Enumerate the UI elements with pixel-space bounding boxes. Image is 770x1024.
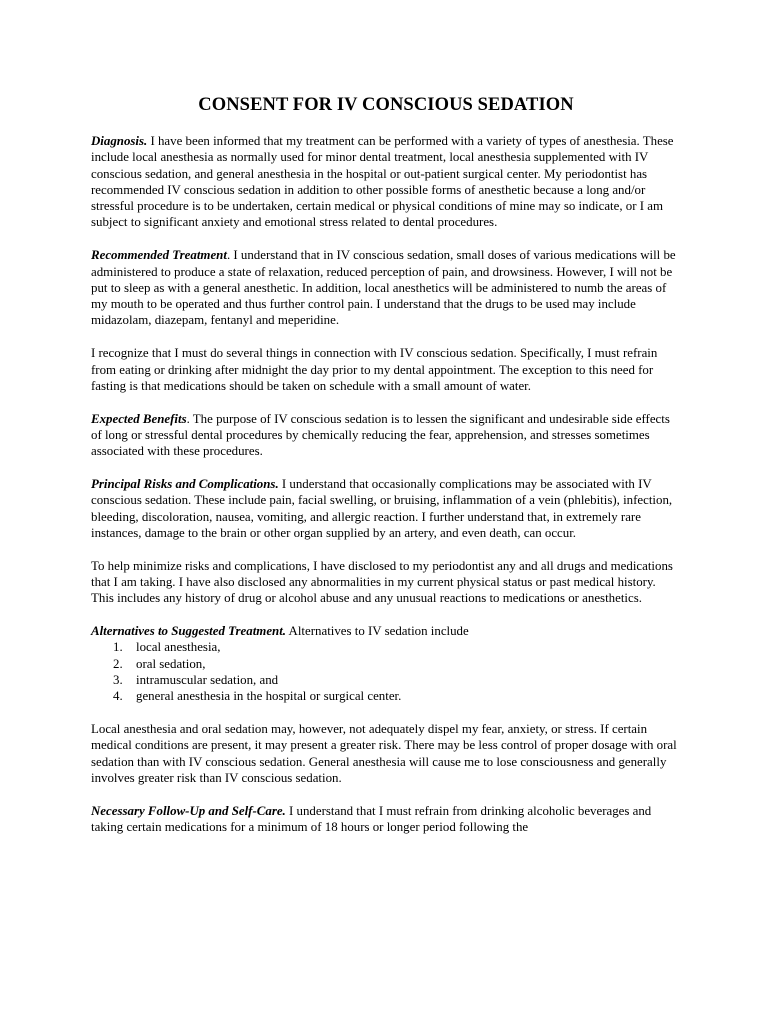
alternatives-list [91,639,681,704]
paragraph-expected-benefits [91,411,681,460]
section-text-risks: I understand that occasionally complications may be associated with IV conscious sedation. These include pain, facial swelling, or bruising, inflammation of a vein (phlebitis), infection, bleeding, discoloration, nausea, vomiting, and allergic reaction. I further understand that, in extremely rare instances, damage to the brain or other organ supplied by an artery, and even death, can occur. [91,477,673,540]
section-heading-risks: Principal Risks and Complications. [91,477,279,492]
list-item-text: oral sedation, [136,656,206,671]
paragraph-diagnosis [91,133,681,231]
section-text-alternatives: Alternatives to IV sedation include [286,624,469,639]
section-heading-follow-up: Necessary Follow-Up and Self-Care. [91,803,286,818]
section-text-fasting: I recognize that I must do several things in connection with IV conscious sedation. Specifically, I must refrain from eating or drinking after midnight the day prior to my dental appointment. The exception to this need for fasting is that medications should be taken on schedule with a small amount of water. [91,346,658,393]
section-text-recommended-treatment: . I understand that in IV conscious sedation, small doses of various medications will be administered to produce a state of relaxation, reduced perception of pain, and drowsiness. However, I will not be put to sleep as with a general anesthetic. In addition, local anesthetics will be administered to numb the areas of my mouth to be operated and thus further control pain. I understand that the drugs to be used may include midazolam, diazepam, fentanyl and meperidine. [91,248,676,328]
paragraph-alternatives-risks [91,721,681,786]
paragraph-disclosure [91,558,681,607]
list-item-number: 2. [113,656,123,671]
section-heading-alternatives: Alternatives to Suggested Treatment. [91,624,287,639]
page-title: CONSENT FOR IV CONSCIOUS SEDATION [198,95,574,115]
section-heading-diagnosis: Diagnosis. [91,134,148,148]
paragraph-follow-up [91,803,681,836]
list-item-text: intramuscular sedation, and [136,673,279,688]
paragraph-alternatives [91,623,681,639]
paragraph-risks [91,476,681,541]
paragraph-recommended-treatment [91,247,681,328]
section-text-disclosure: To help minimize risks and complications, I have disclosed to my periodontist any and all drugs and medications that I am taking. I have also disclosed any abnormalities in my current physical status or past medical history. This includes any history of drug or alcohol abuse and any unusual reactions to medications or anesthetics. [91,558,673,606]
section-text-expected-benefits: . The purpose of IV conscious sedation is to lessen the significant and undesirable side effects of long or stressful dental procedures by chemically reducing the fear, apprehension, and stresses sometimes associated with these procedures. [91,411,670,459]
list-item-number: 1. [113,640,123,655]
list-item-text: local anesthesia, [136,640,221,655]
list-item [91,639,681,655]
list-item-number: 3. [113,673,123,688]
paragraph-fasting [91,345,681,394]
list-item-number: 4. [113,689,123,704]
document-body [91,93,681,852]
section-heading-expected-benefits: Expected Benefits [91,411,187,426]
list-item [91,656,681,672]
section-heading-recommended-treatment: Recommended Treatment [91,248,227,263]
list-item-text: general anesthesia in the hospital or surgical center. [136,689,402,704]
section-text-alternatives-risks: Local anesthesia and oral sedation may, however, not adequately dispel my fear, anxiety, or stress. If certain medical conditions are present, it may present a greater risk. There may be less control of proper dosage with oral sedation than with IV conscious sedation. General anesthesia will cause me to lose consciousness and generally involves greater risk than IV conscious sedation. [91,722,677,785]
list-item [91,688,681,704]
section-text-follow-up: I understand that I must refrain from drinking alcoholic beverages and taking certain medications for a minimum of 18 hours or longer period following the [91,803,652,835]
section-text-diagnosis: I have been informed that my treatment can be performed with a variety of types of anesthesia. These include local anesthesia as normally used for minor dental treatment, local anesthesia supplemented with IV conscious sedation, and general anesthesia in the hospital or out-patient surgical center. My periodontist has recommended IV conscious sedation in addition to other possible forms of anesthetic because a long and/or stressful procedure is to be undertaken, certain medical or physical conditions of mine may so indicate, or I am subject to significant anxiety and emotional stress related to dental procedures. [91,134,674,230]
list-item [91,672,681,688]
